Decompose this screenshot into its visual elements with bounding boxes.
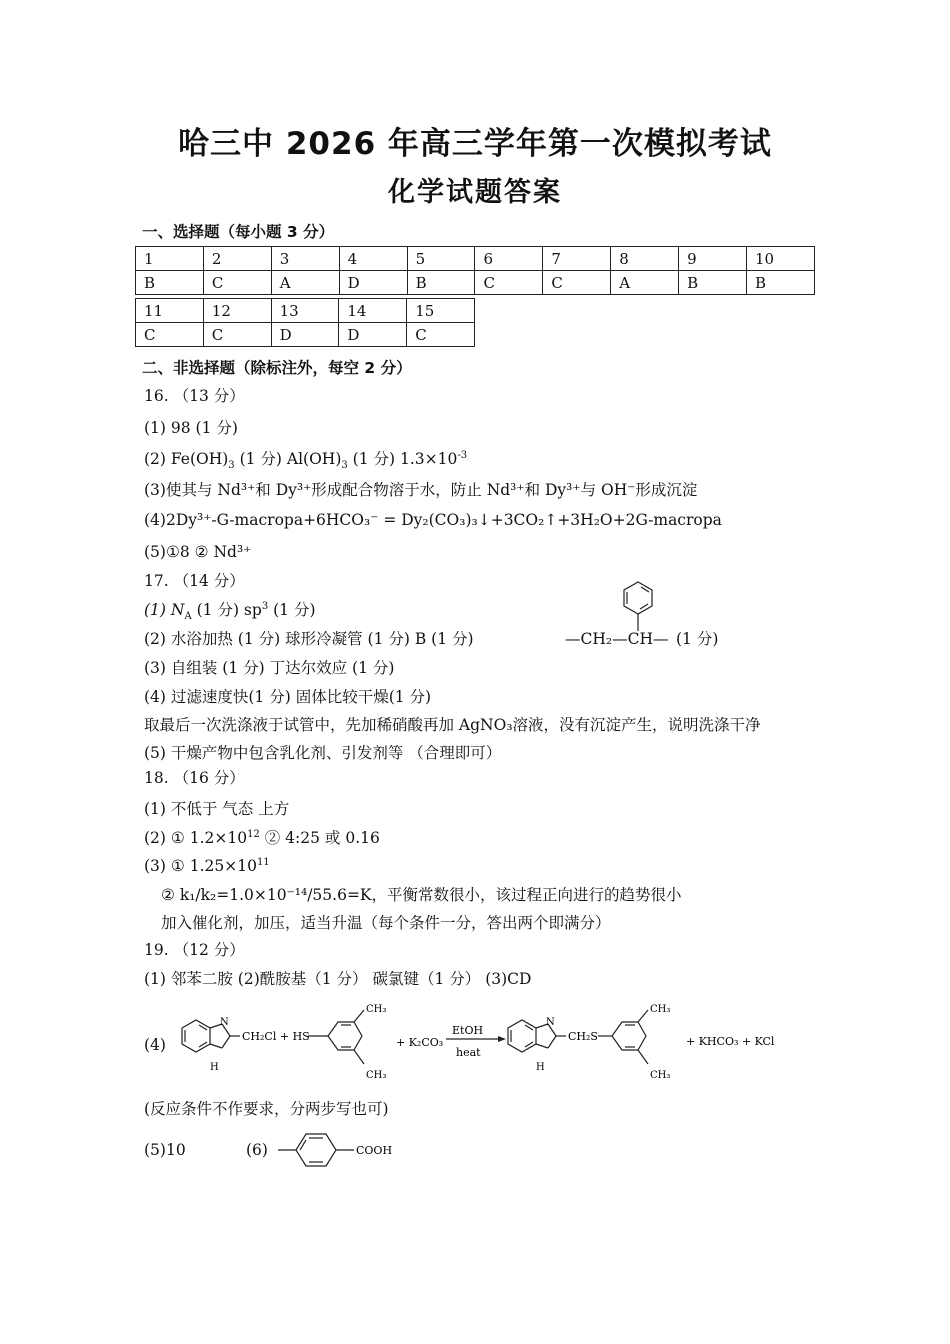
table-cell: 12 bbox=[203, 299, 271, 323]
q18-answer-1: (1) 不低于 气态 上方 bbox=[144, 800, 290, 818]
table-cell: D bbox=[339, 323, 407, 347]
q18-answer-5: 加入催化剂，加压，适当升温（每个条件一分，答出两个即满分） bbox=[161, 914, 611, 932]
table-cell: 13 bbox=[271, 299, 339, 323]
text: (1 分) sp bbox=[191, 601, 262, 619]
methyl-top: CH₃ bbox=[650, 1004, 671, 1015]
table-cell: 2 bbox=[203, 247, 271, 271]
q18-answer-2 bbox=[144, 828, 380, 848]
q16-answer-1: (1) 98 (1 分) bbox=[144, 419, 238, 437]
benzimidazole-product-icon bbox=[508, 1020, 566, 1052]
page-subtitle: 化学试题答案 bbox=[388, 177, 562, 208]
table-cell: D bbox=[339, 271, 407, 295]
product-text: CH₂S bbox=[568, 1030, 598, 1043]
atom-h: H bbox=[210, 1062, 219, 1073]
text: (2) ① 1.2×10 bbox=[144, 829, 248, 847]
methyl-bottom: CH₃ bbox=[650, 1070, 671, 1081]
table-cell: C bbox=[543, 271, 611, 295]
q16-answer-2: (2) $Fe(OH)_3$ (1 分) $Al(OH)_3$ (1 分) $1.3\times 10^{-3}$ bbox=[144, 449, 468, 472]
text: (1 分) bbox=[268, 601, 316, 619]
q17-answer-4: (4) 过滤速度快(1 分) 固体比较干燥(1 分) bbox=[144, 688, 432, 706]
condition-bottom: heat bbox=[456, 1046, 481, 1059]
table-cell: D bbox=[271, 323, 339, 347]
q16-answer-3: (3)使其与 Nd³⁺和 Dy³⁺形成配合物溶于水，防止 Nd³⁺和 Dy³⁺与 OH⁻形成沉淀 bbox=[144, 481, 698, 499]
table-cell: 9 bbox=[679, 247, 747, 271]
reaction-scheme bbox=[160, 998, 790, 1088]
benzimidazole-reactant-icon bbox=[182, 1020, 240, 1052]
text: ② 4:25 或 0.16 bbox=[259, 829, 380, 847]
benzene-ring-icon bbox=[624, 582, 652, 631]
q16-answer-5: (5)①8 ② Nd³⁺ bbox=[144, 543, 252, 561]
table-cell: 7 bbox=[543, 247, 611, 271]
pyrimidine-reactant-icon bbox=[308, 1010, 364, 1064]
subscript: A bbox=[184, 611, 192, 623]
table-cell: C bbox=[407, 323, 475, 347]
q16-answer-4: (4)2Dy³⁺-G-macropa+6HCO₃⁻ = Dy₂(CO₃)₃↓+3CO₂↑+3H₂O+2G-macropa bbox=[144, 511, 722, 529]
table-cell: 15 bbox=[407, 299, 475, 323]
exponent: 3 bbox=[261, 600, 269, 612]
table-cell: 5 bbox=[407, 247, 475, 271]
mc-answer-table-2 bbox=[135, 298, 475, 347]
q18-heading: 18. （16 分） bbox=[144, 769, 245, 787]
q19-heading: 19. （12 分） bbox=[144, 941, 245, 959]
atom-n: N bbox=[546, 1017, 555, 1028]
table-row bbox=[136, 323, 475, 347]
page-title: 哈三中 2026 年高三学年第一次模拟考试 bbox=[178, 126, 772, 162]
q19-answer-1: (1) 邻苯二胺 (2)酰胺基（1 分） 碳氯键（1 分） (3)CD bbox=[144, 970, 532, 988]
table-cell: 8 bbox=[611, 247, 679, 271]
table-cell: 14 bbox=[339, 299, 407, 323]
benzene-ring-icon bbox=[278, 1134, 354, 1166]
q17-answer-2: (2) 水浴加热 (1 分) 球形冷凝管 (1 分) B (1 分) bbox=[144, 630, 474, 648]
q16-heading: 16. （13 分） bbox=[144, 387, 245, 405]
text: (2) Fe(OH) bbox=[144, 450, 229, 468]
section-free-response-heading: 二、非选择题（除标注外，每空 2 分） bbox=[142, 359, 412, 377]
condition-top: EtOH bbox=[452, 1024, 484, 1037]
section-multiple-choice-heading: 一、选择题（每小题 3 分） bbox=[142, 223, 335, 241]
text: (3) ① 1.25×10 bbox=[144, 857, 257, 875]
reactant-text: CH₂Cl + HS bbox=[242, 1030, 310, 1043]
table-cell: 11 bbox=[136, 299, 204, 323]
table-cell: C bbox=[475, 271, 543, 295]
q17-answer-5: (5) 干燥产物中包含乳化剂、引发剂等 （合理即可） bbox=[144, 744, 502, 762]
table-cell: B bbox=[679, 271, 747, 295]
carboxyl-text: COOH bbox=[356, 1144, 393, 1157]
table-row bbox=[136, 247, 815, 271]
table-cell: A bbox=[271, 271, 339, 295]
table-cell: C bbox=[203, 323, 271, 347]
text: (1 分) Al(OH) bbox=[234, 450, 342, 468]
table-cell: C bbox=[136, 323, 204, 347]
table-cell: 3 bbox=[271, 247, 339, 271]
q19-answer-4-label: (4) bbox=[144, 1036, 166, 1054]
table-cell: 4 bbox=[339, 247, 407, 271]
q19-note: (反应条件不作要求，分两步写也可) bbox=[144, 1100, 389, 1118]
q17-structure-score: (1 分) bbox=[676, 630, 719, 648]
q18-answer-4: ② k₁/k₂=1.0×10⁻¹⁴/55.6=K，平衡常数很小，该过程正向进行的趋势很小 bbox=[161, 886, 682, 904]
pyrimidine-product-icon bbox=[598, 1010, 648, 1064]
q17-answer-4b: 取最后一次洗涤液于试管中，先加稀硝酸再加 AgNO₃溶液，没有沉淀产生，说明洗涤干净 bbox=[144, 716, 761, 734]
q17-structure-text: —CH₂—CH— bbox=[565, 630, 669, 648]
mc-answer-table-1 bbox=[135, 246, 815, 295]
table-cell: C bbox=[203, 271, 271, 295]
arrow-head-icon bbox=[498, 1036, 506, 1042]
table-cell: A bbox=[611, 271, 679, 295]
exponent: 12 bbox=[247, 828, 260, 840]
q19-answer-5: (5)10 bbox=[144, 1141, 186, 1159]
exponent: -3 bbox=[457, 449, 468, 461]
q17-answer-1 bbox=[144, 600, 316, 623]
reagent-text: + K₂CO₃ bbox=[396, 1036, 444, 1049]
table-cell: B bbox=[407, 271, 475, 295]
q17-heading: 17. （14 分） bbox=[144, 572, 245, 590]
atom-n: N bbox=[220, 1017, 229, 1028]
table-cell: 6 bbox=[475, 247, 543, 271]
table-cell: B bbox=[747, 271, 815, 295]
table-cell: 1 bbox=[136, 247, 204, 271]
q19-answer-6-label: (6) bbox=[246, 1141, 268, 1159]
text: (1 分) 1.3×10 bbox=[347, 450, 458, 468]
table-row bbox=[136, 299, 475, 323]
toluic-acid-structure bbox=[270, 1125, 410, 1175]
table-cell: 10 bbox=[747, 247, 815, 271]
exponent: 11 bbox=[256, 856, 270, 868]
q18-answer-3 bbox=[144, 856, 270, 876]
methyl-top: CH₃ bbox=[366, 1004, 387, 1015]
byproducts-text: + KHCO₃ + KCl bbox=[686, 1035, 775, 1048]
methyl-bottom: CH₃ bbox=[366, 1070, 387, 1081]
table-cell: B bbox=[136, 271, 204, 295]
atom-h: H bbox=[536, 1062, 545, 1073]
q17-answer-3: (3) 自组装 (1 分) 丁达尔效应 (1 分) bbox=[144, 659, 395, 677]
text: (1) N bbox=[144, 601, 185, 619]
table-row bbox=[136, 271, 815, 295]
